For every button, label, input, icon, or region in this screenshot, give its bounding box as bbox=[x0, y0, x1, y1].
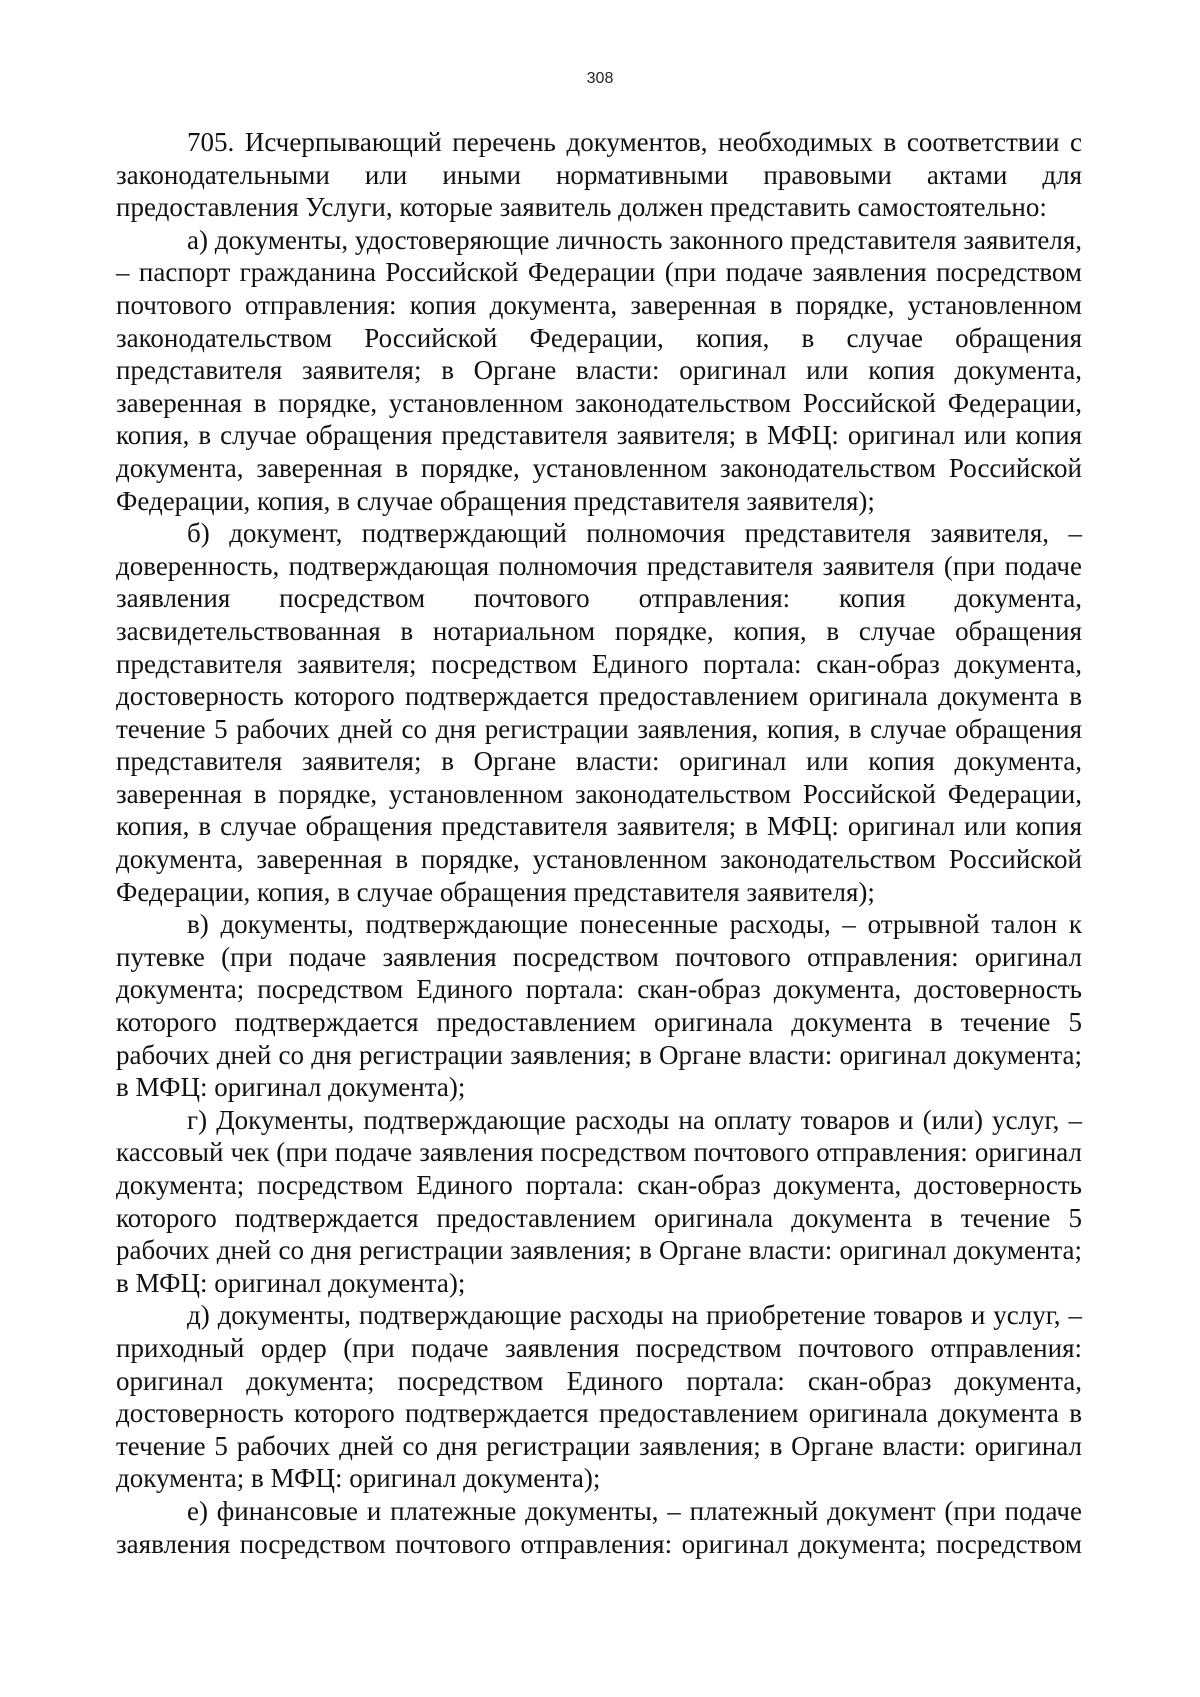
paragraph-item-v: в) документы, подтверждающие понесенные расходы, – отрывной талон к путевке (при подаче заявления посредством почтового отправления: оригинал документа; посредством Единого портала: скан-образ документа, достоверность которого подтверждается предоставлением оригинала документа в течение 5 рабочих дней со дня регистрации заявления; в Органе власти: оригинал документа; в МФЦ: оригинал документа); bbox=[116, 909, 1082, 1103]
paragraph-item-g: г) Документы, подтверждающие расходы на оплату товаров и (или) услуг, – кассовый чек (при подаче заявления посредством почтового отправления: оригинал документа; посредством Единого портала: скан-образ документа, достоверность которого подтверждается предоставлением оригинала документа в течение 5 рабочих дней со дня регистрации заявления; в Органе власти: оригинал документа; в МФЦ: оригинал документа); bbox=[116, 1104, 1082, 1298]
paragraph-item-d: д) документы, подтверждающие расходы на приобретение товаров и услуг, – приходный ордер (при подаче заявления посредством почтового отправления: оригинал документа; посредством Единого портала: скан-образ документа, достоверность которого подтверждается предоставлением оригинала документа в течение 5 рабочих дней со дня регистрации заявления; в Органе власти: оригинал документа; в МФЦ: оригинал документа); bbox=[116, 1300, 1082, 1494]
paragraph-item-b: б) документ, подтверждающий полномочия представителя заявителя, – доверенность, подтверждающая полномочия представителя заявителя (при подаче заявления посредством почтового отправления: копия документа, засвидетельствованная в нотариальном порядке, копия, в случае обращения представителя заявителя; посредством Единого портала: скан-образ документа, достоверность которого подтверждается предоставлением оригинала документа в течение 5 рабочих дней со дня регистрации заявления, копия, в случае обращения представителя заявителя; в Органе власти: оригинал или копия документа, заверенная в порядке, установленном законодательством Российской Федерации, копия, в случае обращения представителя заявителя; в МФЦ: оригинал или копия документа, заверенная в порядке, установленном законодательством Российской Федерации, копия, в случае обращения представителя заявителя); bbox=[116, 518, 1082, 907]
paragraph-item-a: а) документы, удостоверяющие личность законного представителя заявителя, – паспорт гражданина Российской Федерации (при подаче заявления посредством почтового отправления: копия документа, заверенная в порядке, установленном законодательством Российской Федерации, копия, в случае обращения представителя заявителя; в Органе власти: оригинал или копия документа, заверенная в порядке, установленном законодательством Российской Федерации, копия, в случае обращения представителя заявителя; в МФЦ: оригинал или копия документа, заверенная в порядке, установленном законодательством Российской Федерации, копия, в случае обращения представителя заявителя); bbox=[116, 224, 1082, 516]
paragraph-705-intro: 705. Исчерпывающий перечень документов, необходимых в соответствии с законодательными или иными нормативными правовыми актами для предоставления Услуги, которые заявитель должен представить самостоятельно: bbox=[116, 127, 1082, 223]
paragraph-item-e: е) финансовые и платежные документы, – платежный документ (при подаче заявления посредством почтового отправления: оригинал документа; посредством bbox=[116, 1495, 1082, 1559]
document-body bbox=[116, 126, 1082, 1560]
page-number: 308 bbox=[586, 70, 614, 87]
